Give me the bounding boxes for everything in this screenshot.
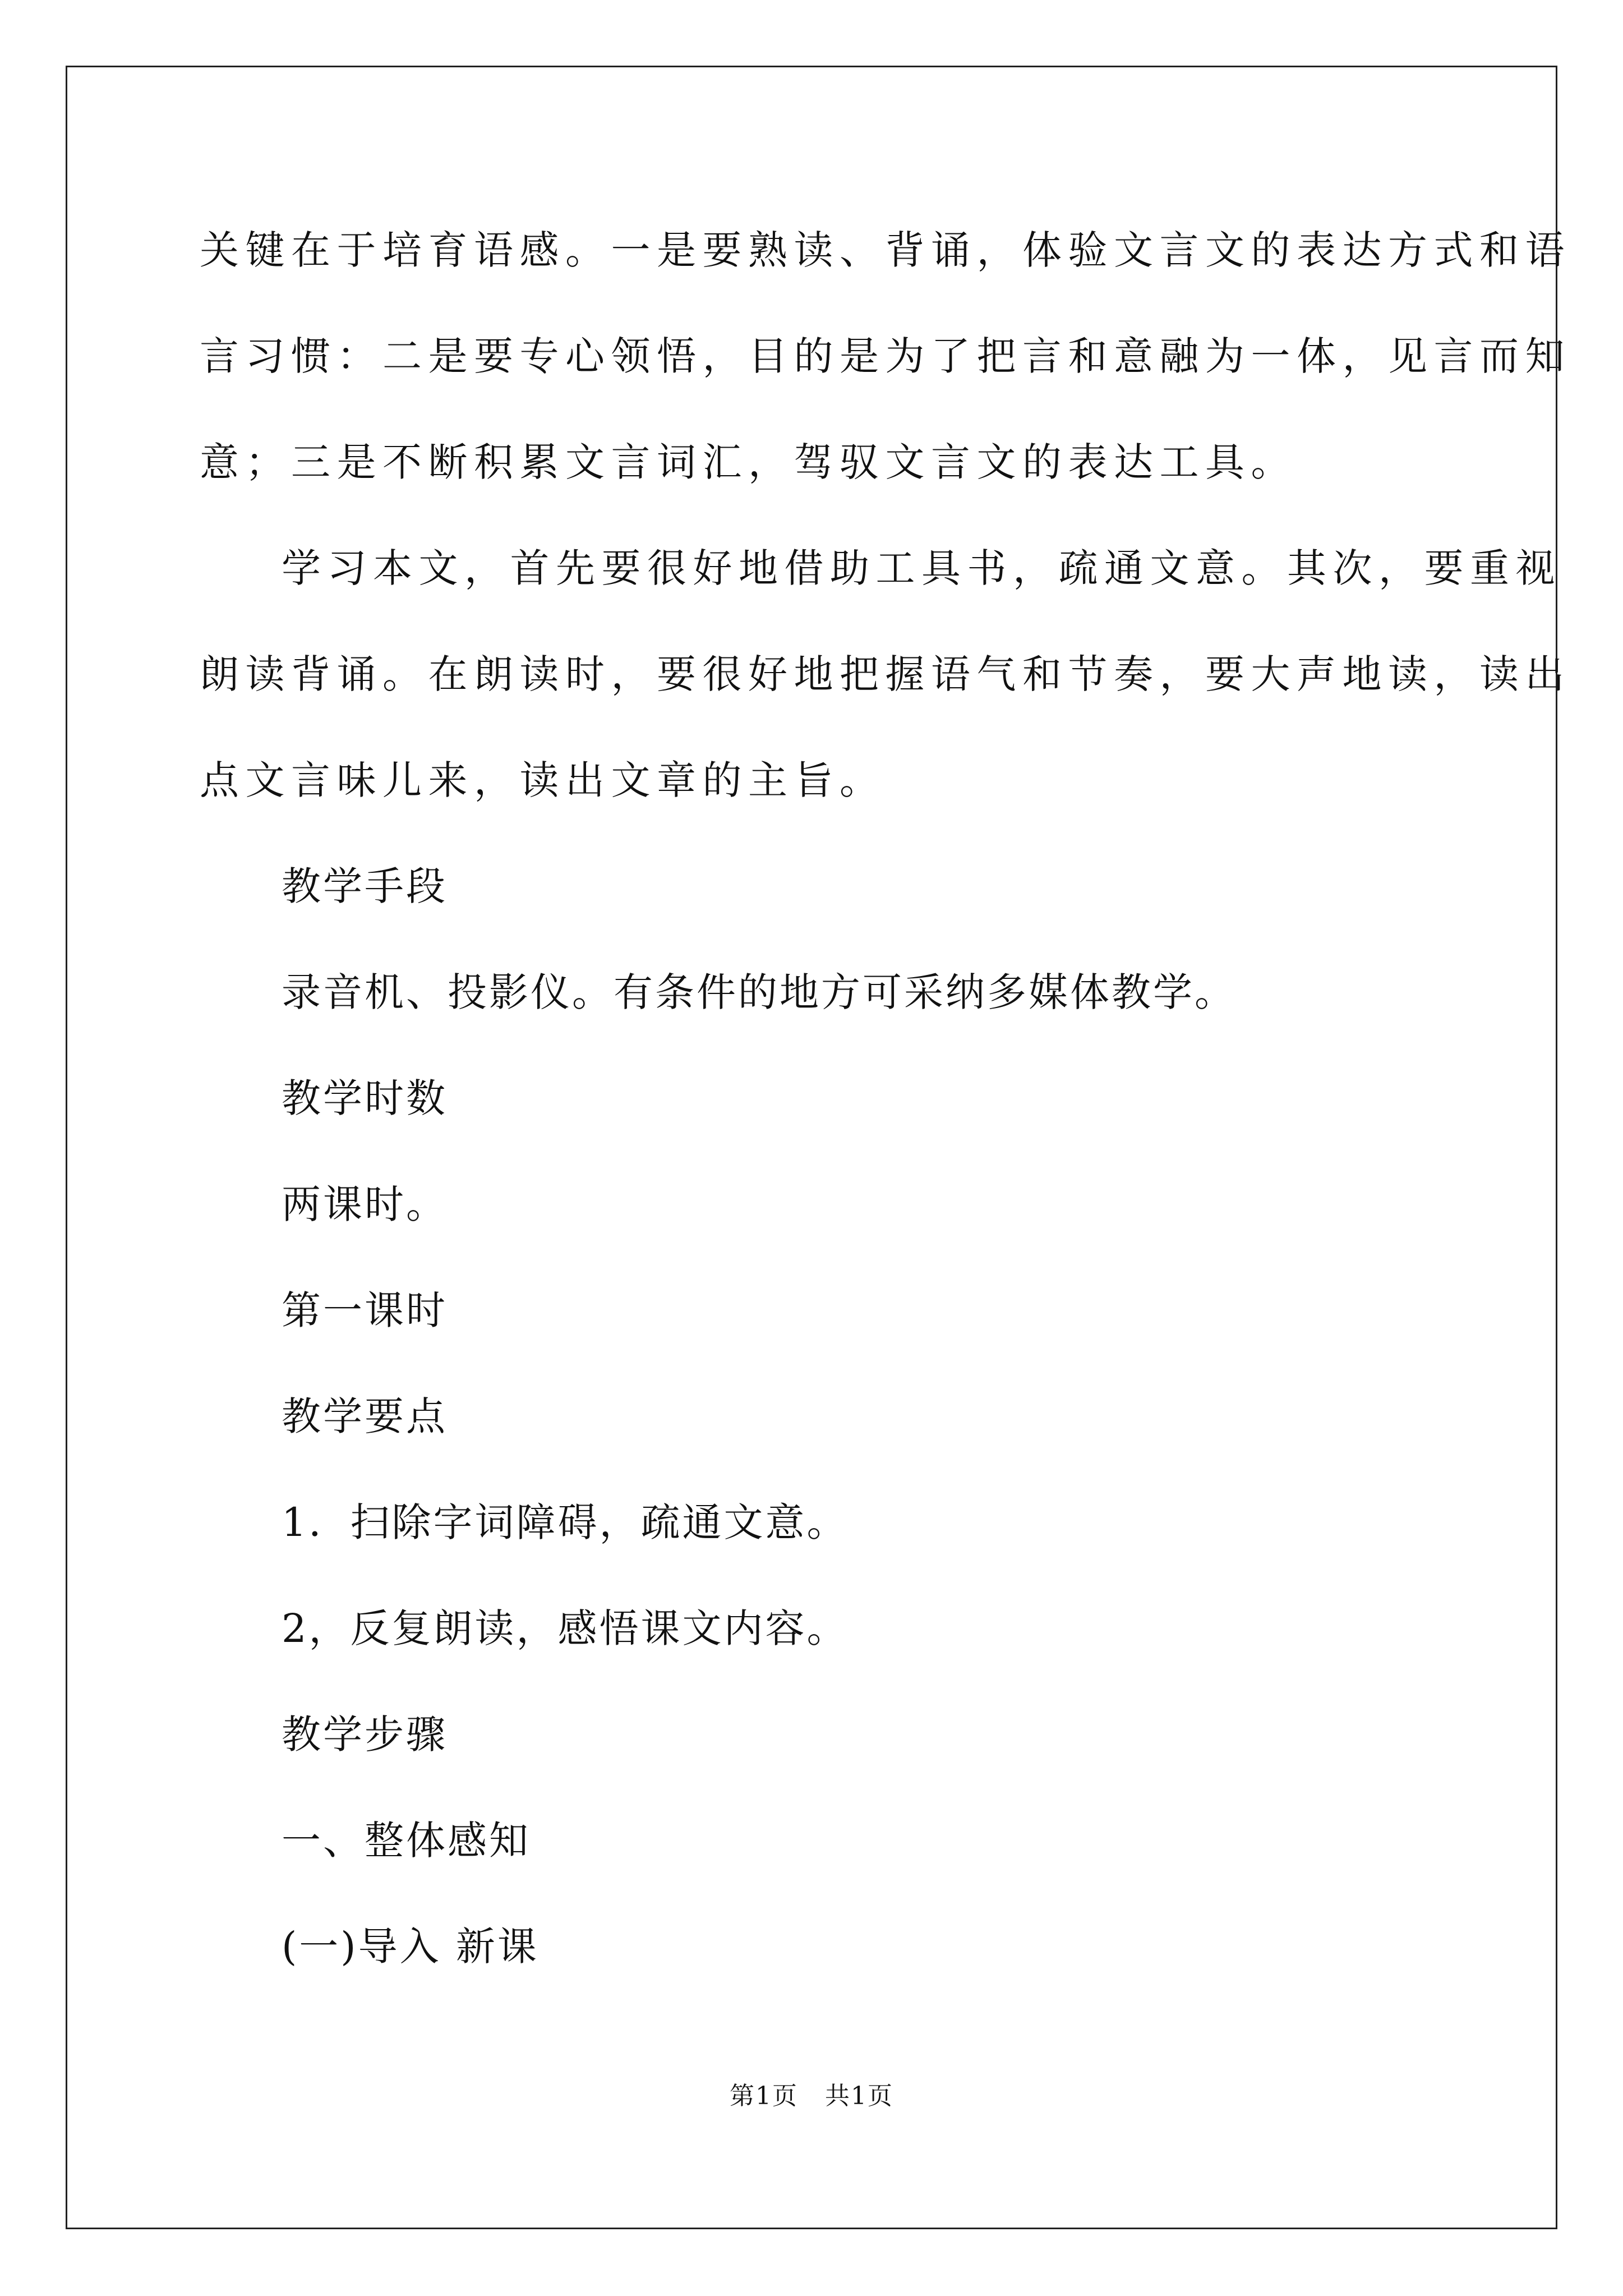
section-text: 两课时。: [282, 1181, 448, 1227]
paragraph-line: 意；三是不断积累文言词汇，驾驭文言文的表达工具。: [200, 439, 1297, 485]
section-heading: 教学时数: [282, 1075, 448, 1121]
section-heading: 教学要点: [282, 1393, 448, 1439]
list-item: 1．扫除字词障碍，疏通文意。: [282, 1499, 849, 1545]
page-footer: 第1页 共1页: [730, 2082, 893, 2110]
paragraph-line: 学习本文，首先要很好地借助工具书，疏通文意。其次，要重视: [282, 545, 1561, 591]
section-heading: 教学手段: [282, 863, 448, 909]
paragraph-line: 言习惯：二是要专心领悟，目的是为了把言和意融为一体，见言而知: [200, 333, 1571, 379]
section-text: 录音机、投影仪。有条件的地方可采纳多媒体教学。: [282, 969, 1236, 1015]
section-heading: 一、整体感知: [282, 1818, 531, 1864]
section-heading: (一)导入 新课: [282, 1924, 539, 1970]
section-heading: 第一课时: [282, 1287, 448, 1333]
paragraph-line: 点文言味儿来，读出文章的主旨。: [200, 757, 886, 803]
paragraph-line: 朗读背诵。在朗读时，要很好地把握语气和节奏，要大声地读，读出: [200, 651, 1571, 697]
paragraph-line: 关键在于培育语感。一是要熟读、背诵，体验文言文的表达方式和语: [200, 227, 1571, 273]
list-item: 2，反复朗读，感悟课文内容。: [282, 1605, 849, 1651]
page-frame: [66, 66, 1557, 2229]
section-heading: 教学步骤: [282, 1711, 448, 1757]
